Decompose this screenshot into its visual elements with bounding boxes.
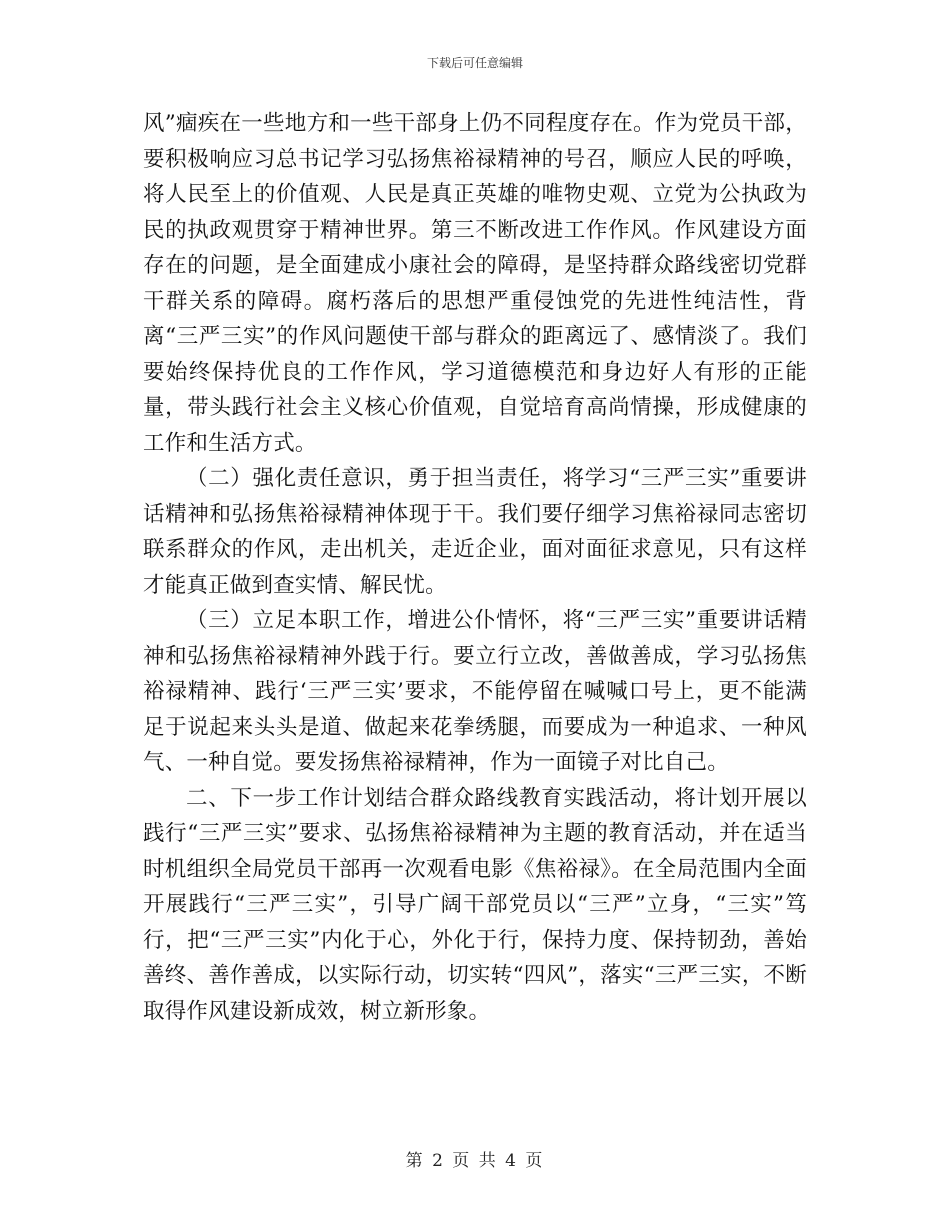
document-body xyxy=(143,106,807,1029)
paragraph-next-plan: 二、下一步工作计划结合群众路线教育实践活动，将计划开展以践行“三严三实”要求、弘扬焦裕禄精神为主题的教育活动，并在适当时机组织全局党员干部再一次观看电影《焦裕禄》。在全局范围内全面开展践行“三严三实”，引导广阔干部党员以“三严”立身，“三实”笃行，把“三严三实”内化于心，外化于行，保持力度、保持韧劲，善始善终、善作善成，以实际行动，切实转“四风”，落实“三严三实，不断取得作风建设新成效，树立新形象。 xyxy=(143,785,807,1024)
paragraph-section-2: （二）强化责任意识，勇于担当责任，将学习“三严三实”重要讲话精神和弘扬焦裕禄精神体现于干。我们要仔细学习焦裕禄同志密切联系群众的作风，走出机关，走近企业，面对面征求意见，只有这样才能真正做到查实情、解民忧。 xyxy=(143,466,807,598)
header-note: 下载后可任意编辑 xyxy=(426,56,523,70)
paragraph-section-3: （三）立足本职工作，增进公仆情怀，将“三严三实”重要讲话精神和弘扬焦裕禄精神外践于行。要立行立改，善做善成，学习弘扬焦裕禄精神、践行‘三严三实’要求，不能停留在喊喊口号上，更不能满足于说起来头头是道、做起来花拳绣腿，而要成为一种追求、一种风气、一种自觉。要发扬焦裕禄精神，作为一面镜子对比自己。 xyxy=(143,608,807,775)
paragraph-continuation: 风”痼疾在一些地方和一些干部身上仍不同程度存在。作为党员干部，要积极响应习总书记学习弘扬焦裕禄精神的号召，顺应人民的呼唤，将人民至上的价值观、人民是真正英雄的唯物史观、立党为公执政为民的执政观贯穿于精神世界。第三不断改进工作作风。作风建设方面存在的问题，是全面建成小康社会的障碍，是坚持群众路线密切党群干群关系的障碍。腐朽落后的思想严重侵蚀党的先进性纯洁性，背离“三严三实”的作风问题使干部与群众的距离远了、感情淡了。我们要始终保持优良的工作作风，学习道德模范和身边好人有形的正能量，带头践行社会主义核心价值观，自觉培育高尚情操，形成健康的工作和生活方式。 xyxy=(143,111,807,456)
page-number: 第 2 页 共 4 页 xyxy=(405,1151,545,1171)
